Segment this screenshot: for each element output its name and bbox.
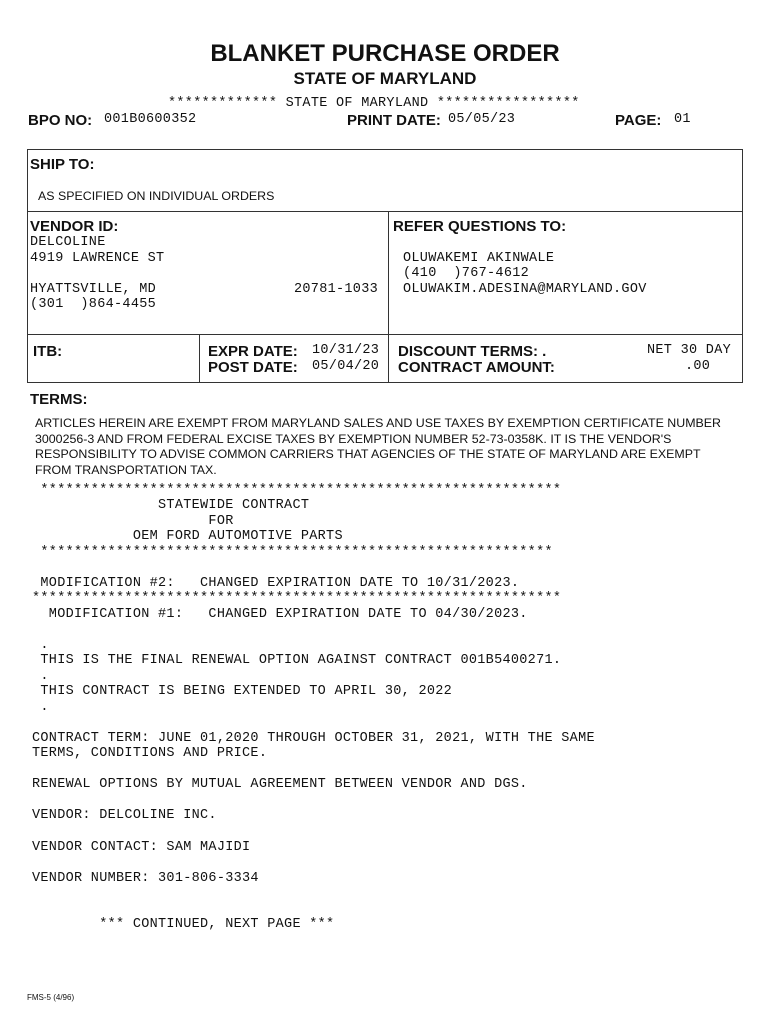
body-line: MODIFICATION #1: CHANGED EXPIRATION DATE TO 04/30/2023. (32, 607, 528, 622)
vendor-city: HYATTSVILLE, MD (30, 282, 157, 297)
post-date-label: POST DATE: (208, 359, 298, 376)
vendor-phone: (301 )864-4455 (30, 297, 157, 312)
body-line: VENDOR CONTACT: SAM MAJIDI (32, 840, 251, 855)
contact-phone: (410 )767-4612 (403, 266, 530, 281)
post-date-value: 05/04/20 (312, 359, 380, 374)
body-line: VENDOR: DELCOLINE INC. (32, 808, 217, 823)
body-line: STATEWIDE CONTRACT (32, 498, 310, 513)
document-subtitle: STATE OF MARYLAND (293, 69, 477, 88)
print-date-label: PRINT DATE: (347, 112, 441, 129)
vendor-id-label: VENDOR ID: (30, 218, 119, 235)
body-line: *************************************************************** (32, 591, 562, 606)
refer-questions-label: REFER QUESTIONS TO: (393, 218, 567, 235)
body-line: OEM FORD AUTOMOTIVE PARTS (32, 529, 343, 544)
vendor-street: 4919 LAWRENCE ST (30, 251, 165, 266)
bpo-number-value: 001B0600352 (104, 112, 197, 127)
vendor-refer-divider (388, 211, 389, 383)
body-line: CONTRACT TERM: JUNE 01,2020 THROUGH OCTOBER 31, 2021, WITH THE SAME (32, 731, 595, 746)
terms-paragraph: ARTICLES HEREIN ARE EXEMPT FROM MARYLAND SALES AND USE TAXES BY EXEMPTION CERTIFICATE NUMBER 3000256-3 AND FROM FEDERAL EXCISE TAXES BY EXEMPTION NUMBER 52-73-0358K. IT IS THE VENDOR'S RESPONSIBILITY TO ADVISE COMMON CARRIERS THAT AGENCIES OF THE STATE OF MARYLAND ARE EXEMPT FROM TRANSPORTATION TAX. (35, 416, 722, 477)
ship-to-label: SHIP TO: (30, 156, 95, 173)
body-line: TERMS, CONDITIONS AND PRICE. (32, 746, 268, 761)
state-banner: ************* STATE OF MARYLAND ***************** (168, 96, 580, 111)
contact-email: OLUWAKIM.ADESINA@MARYLAND.GOV (403, 282, 647, 297)
continued-notice: *** CONTINUED, NEXT PAGE *** (32, 917, 335, 932)
ship-to-text: AS SPECIFIED ON INDIVIDUAL ORDERS (38, 189, 275, 203)
bpo-number-label: BPO NO: (28, 112, 93, 129)
body-line: MODIFICATION #2: CHANGED EXPIRATION DATE TO 10/31/2023. (32, 576, 520, 591)
itb-label: ITB: (33, 343, 63, 360)
body-line: RENEWAL OPTIONS BY MUTUAL AGREEMENT BETWEEN VENDOR AND DGS. (32, 777, 528, 792)
discount-terms-value: NET 30 DAY (647, 343, 732, 358)
body-line: THIS IS THE FINAL RENEWAL OPTION AGAINST CONTRACT 001B5400271. (32, 653, 562, 668)
contract-amount-label: CONTRACT AMOUNT: (398, 359, 555, 376)
body-line: ************************************************************** (32, 483, 562, 498)
expr-date-label: EXPR DATE: (208, 343, 298, 360)
ship-to-divider (27, 211, 743, 212)
vendor-name: DELCOLINE (30, 235, 106, 250)
body-line: THIS CONTRACT IS BEING EXTENDED TO APRIL 30, 2022 (32, 684, 453, 699)
page-value: 01 (674, 112, 691, 127)
contract-amount-value: .00 (685, 359, 711, 374)
form-code: FMS-5 (4/96) (27, 993, 75, 1002)
discount-terms-label: DISCOUNT TERMS: . (398, 343, 547, 360)
page-label: PAGE: (615, 112, 662, 129)
document-title: BLANKET PURCHASE ORDER (210, 40, 560, 67)
body-line: VENDOR NUMBER: 301-806-3334 (32, 871, 259, 886)
contact-name: OLUWAKEMI AKINWALE (403, 251, 555, 266)
body-line: FOR (32, 514, 234, 529)
vendor-divider (27, 334, 743, 335)
print-date-value: 05/05/23 (448, 112, 516, 127)
expr-date-value: 10/31/23 (312, 343, 380, 358)
terms-label: TERMS: (30, 391, 88, 408)
vendor-zip: 20781-1033 (294, 282, 379, 297)
body-line: ************************************************************* (32, 545, 553, 560)
body-line: . (32, 638, 49, 653)
body-line: . (32, 669, 49, 684)
itb-divider (199, 334, 200, 383)
body-line: . (32, 700, 49, 715)
